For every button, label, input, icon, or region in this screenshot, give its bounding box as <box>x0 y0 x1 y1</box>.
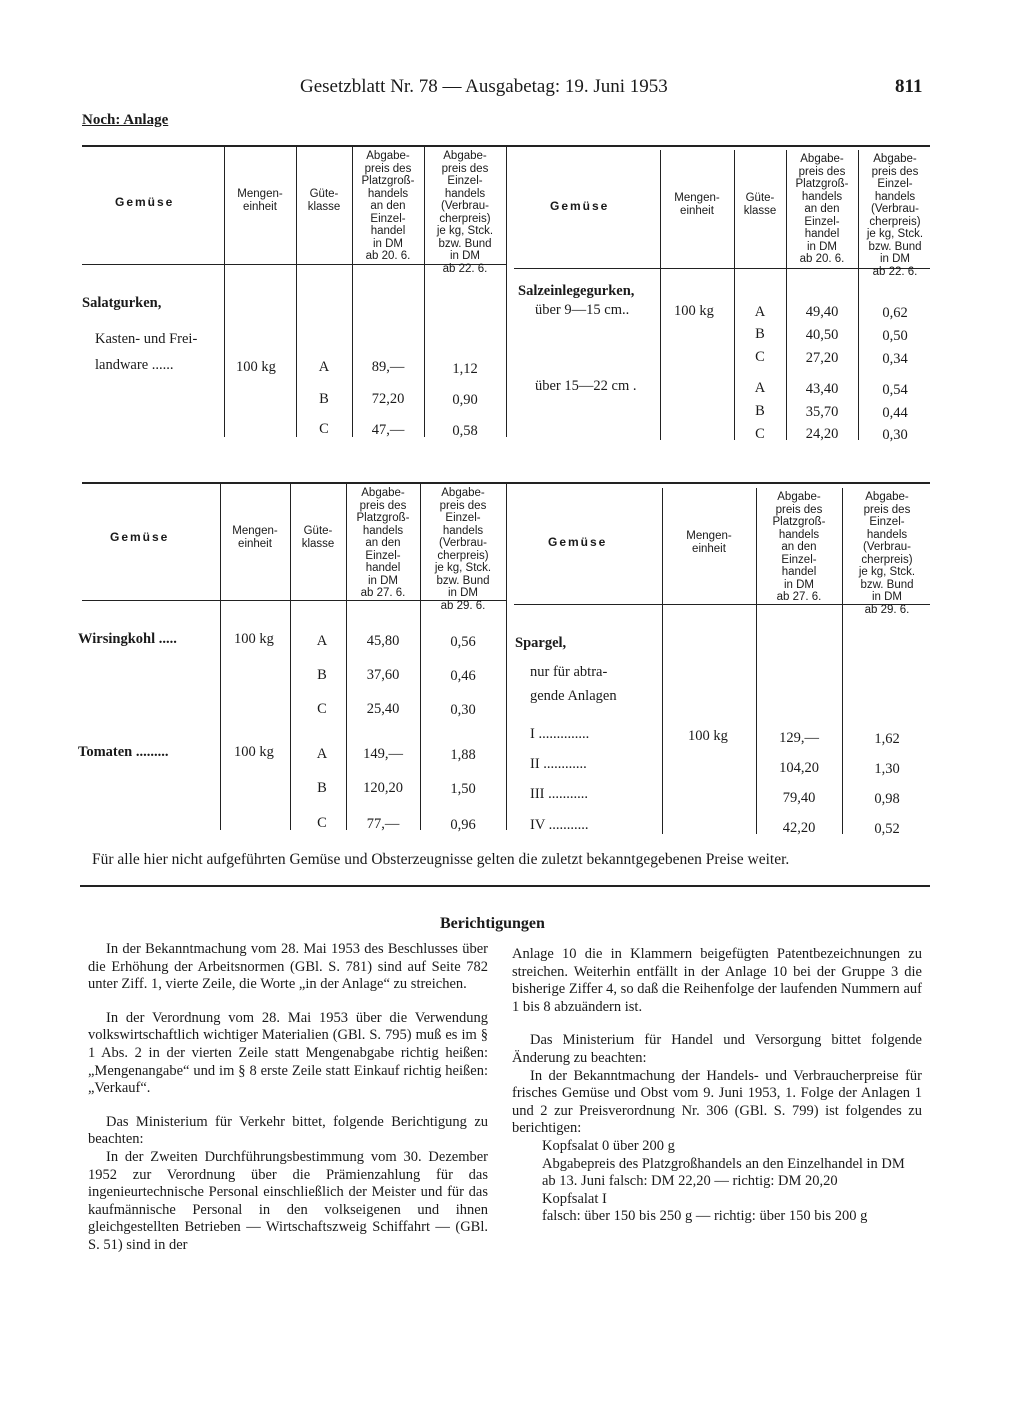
item-subtext: landware ...... <box>95 357 174 373</box>
wholesale-price-cell: 129,— <box>779 730 819 746</box>
wholesale-price-cell: 24,20 <box>805 426 839 442</box>
paragraph: Das Ministerium für Verkehr bittet, folgende Berichtigung zu beachten: <box>88 1113 488 1148</box>
table-column-rule <box>224 147 225 437</box>
column-header-wholesale: Abgabe- preis des Platzgroß- handels an den Einzel- handel in DM ab 27. 6. <box>356 487 410 599</box>
grade-cell: A <box>754 380 766 396</box>
grade-cell: I .............. <box>530 726 590 742</box>
wholesale-price-cell: 45,80 <box>366 633 400 649</box>
left-text-column <box>88 941 488 1255</box>
wholesale-price-cell: 104,20 <box>779 760 819 776</box>
grade-cell: C <box>317 815 327 831</box>
retail-price-cell: 0,44 <box>882 405 908 421</box>
paragraph: Das Ministerium für Handel und Versorgung bittet folgende Änderung zu beachten: <box>512 1032 922 1066</box>
paragraph: In der Verordnung vom 28. Mai 1953 über die Verwendung volkswirtschaftlich wichtiger Materialien (GBl. S. 795) muß es im § 1 Abs. 2 in der vierten Zeile statt Mengenabgabe richtig heißen: „Mengenangabe“ und im § 8 erste Zeile statt Einkauf richtig heißen: „Verkauf“. <box>88 1009 488 1097</box>
retail-price-cell: 0,30 <box>882 427 908 443</box>
table-column-rule <box>660 150 661 440</box>
retail-price-cell: 0,52 <box>874 821 900 837</box>
correction-line: Kopfsalat 0 über 200 g <box>542 1137 675 1154</box>
correction-line: falsch: über 150 bis 250 g — richtig: über 150 bis 200 g <box>542 1208 868 1225</box>
retail-price-cell: 0,56 <box>450 634 476 650</box>
column-header-wholesale: Abgabe- preis des Platzgroß- handels an den Einzel- handel in DM ab 20. 6. <box>361 150 415 262</box>
table-column-rule <box>352 147 353 437</box>
wholesale-price-cell: 37,60 <box>366 667 400 683</box>
grade-cell: B <box>317 667 327 683</box>
column-header-unit: Mengen- einheit <box>232 525 278 550</box>
retail-price-cell: 0,34 <box>882 351 908 367</box>
correction-line: Abgabepreis des Platzgroßhandels an den Einzelhandel in DM ab 13. Juni falsch: DM 22,20 — richtig: DM 20,20 <box>542 1155 905 1190</box>
column-header-grade: Güte- klasse <box>307 188 341 213</box>
unit-cell: 100 kg <box>236 359 276 375</box>
unit-cell: 100 kg <box>688 728 728 744</box>
grade-cell: A <box>318 359 330 375</box>
table-column-rule <box>346 484 347 830</box>
table-column-rule <box>220 484 221 830</box>
column-header-retail: Abgabe- preis des Einzel- handels (Verbrau- cherpreis) je kg, Stck. bzw. Bund in DM ab 29. 6. <box>434 487 492 612</box>
wholesale-price-cell: 120,20 <box>363 780 403 796</box>
grade-cell: III ........... <box>530 786 588 802</box>
paragraph: In der Bekanntmachung der Handels- und Verbraucherpreise für frisches Gemüse und Obst vom 9. Juni 1953, 1. Folge der Anlagen 1 und 2 zur Preisverordnung Nr. 306 (GBl. S. 799) ist folgendes zu berichtigen: <box>512 1067 922 1137</box>
column-header-gemuese: Gemüse <box>110 530 170 544</box>
retail-price-cell: 0,30 <box>450 702 476 718</box>
table-column-rule <box>506 484 507 830</box>
wholesale-price-cell: 79,40 <box>782 790 816 806</box>
item-name: Spargel, <box>515 635 567 651</box>
table-column-rule <box>506 147 507 437</box>
column-header-unit: Mengen- einheit <box>674 192 720 217</box>
wholesale-price-cell: 40,50 <box>805 327 839 343</box>
item-name: Salzeinlegegurken, <box>518 283 635 299</box>
item-subtext: über 9—15 cm.. <box>535 302 630 318</box>
wholesale-price-cell: 25,40 <box>366 701 400 717</box>
item-subtext: über 15—22 cm . <box>535 378 637 394</box>
grade-cell: C <box>755 426 765 442</box>
grade-cell: A <box>316 746 328 762</box>
paragraph: Anlage 10 die in Klammern beigefügten Patentbezeichnungen zu streichen. Weiterhin entfällt in der Anlage 10 bei der Gruppe 3 die bisherige Ziffer 4, so daß die Reihenfolge der laufenden Nummern auf 1 bis 8 abzuändern ist. <box>512 946 922 1015</box>
item-subtext: gende Anlagen <box>530 688 617 704</box>
retail-price-cell: 0,62 <box>882 305 908 321</box>
column-header-retail: Abgabe- preis des Einzel- handels (Verbrau- cherpreis) je kg, Stck. bzw. Bund in DM ab 22. 6. <box>866 153 924 278</box>
grade-cell: IV ........... <box>530 817 589 833</box>
retail-price-cell: 0,46 <box>450 668 476 684</box>
item-name: Tomaten ......... <box>78 744 169 760</box>
grade-cell: II ............ <box>530 756 587 772</box>
grade-cell: B <box>755 326 765 342</box>
column-header-wholesale: Abgabe- preis des Platzgroß- handels an den Einzel- handel in DM ab 27. 6. <box>772 491 826 603</box>
table-column-rule <box>424 147 425 437</box>
section-divider <box>80 885 930 887</box>
correction-line: Kopfsalat I <box>542 1190 607 1207</box>
column-header-retail: Abgabe- preis des Einzel- handels (Verbrau- cherpreis) je kg, Stck. bzw. Bund in DM ab 22. 6. <box>436 150 494 275</box>
grade-cell: B <box>755 403 765 419</box>
table-column-rule <box>756 488 757 834</box>
wholesale-price-cell: 149,— <box>363 746 403 762</box>
retail-price-cell: 0,96 <box>450 817 476 833</box>
page-number: 811 <box>895 76 923 97</box>
column-header-unit: Mengen- einheit <box>686 530 732 555</box>
table-column-rule <box>296 147 297 437</box>
table-column-rule <box>858 150 859 440</box>
retail-price-cell: 1,12 <box>452 361 478 377</box>
retail-price-cell: 0,98 <box>874 791 900 807</box>
table-column-rule <box>734 150 735 440</box>
right-text-column <box>512 946 922 1226</box>
page-header-title: Gesetzblatt Nr. 78 — Ausgabetag: 19. Juni 1953 <box>300 76 668 97</box>
unit-cell: 100 kg <box>674 303 714 319</box>
item-name: Salatgurken, <box>82 295 162 311</box>
wholesale-price-cell: 35,70 <box>805 404 839 420</box>
retail-price-cell: 1,50 <box>450 781 476 797</box>
retail-price-cell: 1,62 <box>874 731 900 747</box>
table-column-rule <box>786 150 787 440</box>
retail-price-cell: 1,88 <box>450 747 476 763</box>
column-header-grade: Güte- klasse <box>301 525 335 550</box>
column-header-wholesale: Abgabe- preis des Platzgroß- handels an den Einzel- handel in DM ab 20. 6. <box>795 153 849 265</box>
paragraph: In der Bekanntmachung vom 28. Mai 1953 des Beschlusses über die Erhöhung der Arbeitsnormen (GBl. S. 781) sind auf Seite 782 unter Ziff. 1, vierte Zeile, die Worte „in der Anlage“ zu streichen. <box>88 941 488 993</box>
column-header-gemuese: Gemüse <box>550 199 610 213</box>
wholesale-price-cell: 72,20 <box>371 391 405 407</box>
retail-price-cell: 0,58 <box>452 423 478 439</box>
table-column-rule <box>842 488 843 834</box>
retail-price-cell: 0,54 <box>882 382 908 398</box>
table-column-rule <box>420 484 421 830</box>
wholesale-price-cell: 47,— <box>371 422 405 438</box>
item-subtext: nur für abtra- <box>530 664 608 680</box>
wholesale-price-cell: 43,40 <box>805 381 839 397</box>
section-label: Noch: Anlage <box>82 112 169 128</box>
grade-cell: B <box>319 391 329 407</box>
retail-price-cell: 1,30 <box>874 761 900 777</box>
grade-cell: B <box>317 780 327 796</box>
wholesale-price-cell: 49,40 <box>805 304 839 320</box>
column-header-gemuese: Gemüse <box>115 195 175 209</box>
item-name: Wirsingkohl ..... <box>78 631 177 647</box>
wholesale-price-cell: 89,— <box>371 359 405 375</box>
item-subtext: Kasten- und Frei- <box>95 331 198 347</box>
table-column-rule <box>290 484 291 830</box>
grade-cell: C <box>755 349 765 365</box>
retail-price-cell: 0,90 <box>452 392 478 408</box>
grade-cell: A <box>316 633 328 649</box>
paragraph: In der Zweiten Durchführungsbestimmung vom 30. Dezember 1952 zur Verordnung über die Prämienzahlung für das ingenieurtechnische Personal einschließlich der Meister und für das kaufmännische Personal in den volkseigenen und ihnen gleichgestellten Betrieben — Wirtschaftszweig Schiffahrt — (GBl. S. 51) sind in der <box>88 1148 488 1253</box>
wholesale-price-cell: 27,20 <box>805 350 839 366</box>
column-header-gemuese: Gemüse <box>548 535 608 549</box>
table-column-rule <box>662 488 663 834</box>
retail-price-cell: 0,50 <box>882 328 908 344</box>
table-footnote: Für alle hier nicht aufgeführten Gemüse und Obsterzeugnisse gelten die zuletzt bekanntgegebenen Preise weiter. <box>92 851 790 868</box>
section-title: Berichtigungen <box>440 915 545 932</box>
grade-cell: C <box>319 421 329 437</box>
wholesale-price-cell: 77,— <box>366 816 400 832</box>
column-header-unit: Mengen- einheit <box>237 188 283 213</box>
grade-cell: C <box>317 701 327 717</box>
column-header-retail: Abgabe- preis des Einzel- handels (Verbrau- cherpreis) je kg, Stck. bzw. Bund in DM ab 29. 6. <box>858 491 916 616</box>
column-header-grade: Güte- klasse <box>743 192 777 217</box>
unit-cell: 100 kg <box>234 744 274 760</box>
wholesale-price-cell: 42,20 <box>782 820 816 836</box>
grade-cell: A <box>754 304 766 320</box>
unit-cell: 100 kg <box>234 631 274 647</box>
